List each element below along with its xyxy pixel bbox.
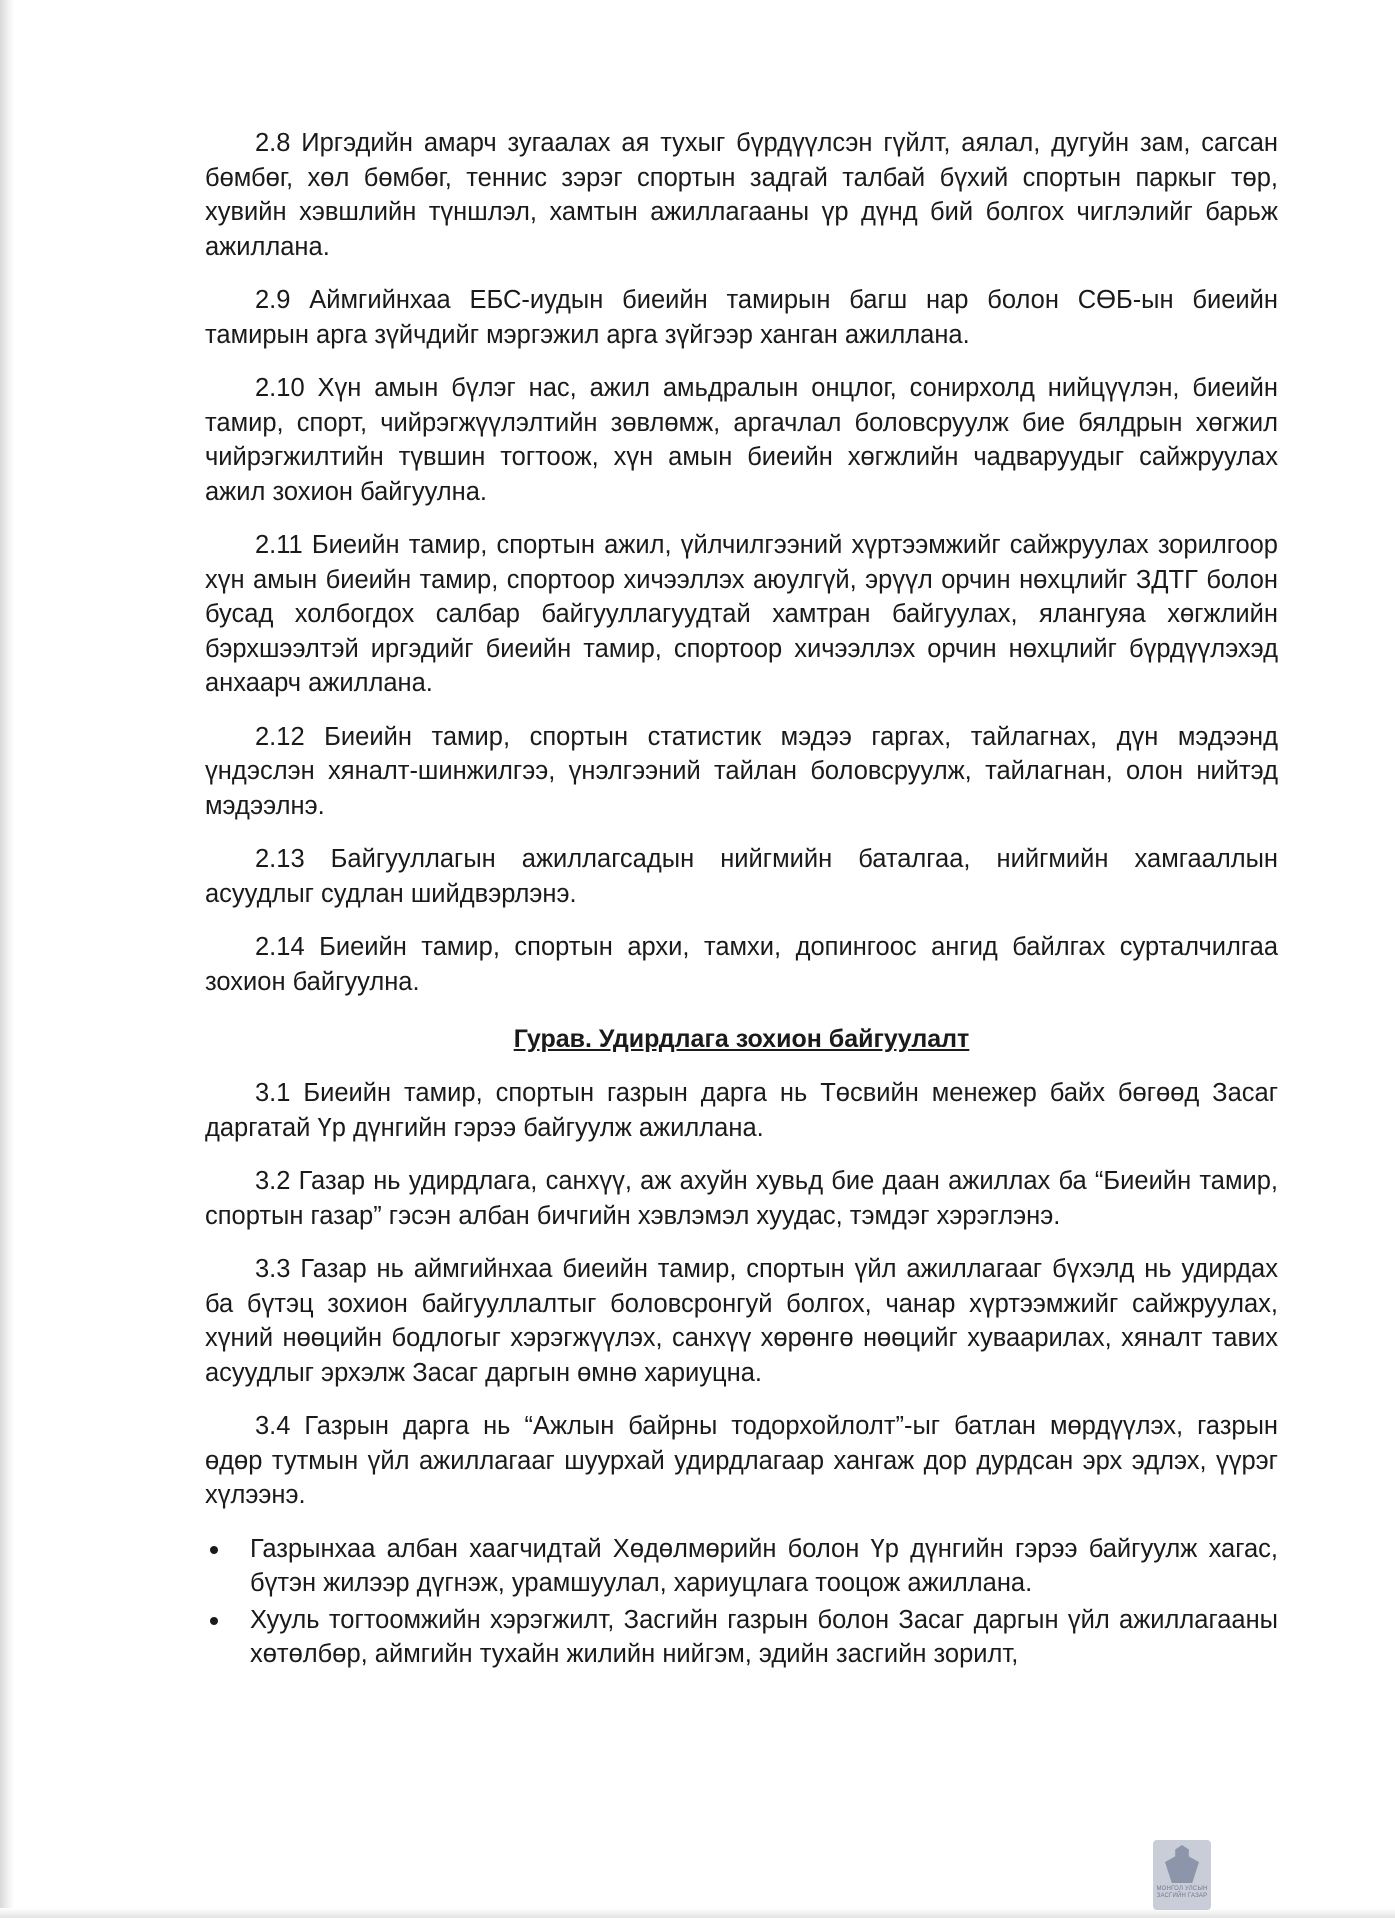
seal-text: [1156, 1886, 1207, 1900]
paragraph-3-2: 3.2 Газар нь удирдлага, санхүү, аж ахуйн хувьд бие даан ажиллах ба “Биеийн тамир, спортын газар” гэсэн албан бичгийн хэвлэмэл хуудас, тэмдэг хэрэглэнэ.: [205, 1167, 1278, 1230]
paragraph-3-1: 3.1 Биеийн тамир, спортын газрын дарга нь Төсвийн менежер байх бөгөөд Засаг даргатай Үр дүнгийн гэрээ байгуулж ажиллана.: [205, 1079, 1278, 1142]
scan-edge-left: [0, 0, 14, 1918]
soyombo-emblem-icon: [1165, 1845, 1199, 1883]
paragraph-2-11: 2.11 Биеийн тамир, спортын ажил, үйлчилгээний хүртээмжийг сайжруулах зорилгоор хүн амын биеийн тамир, спортоор хичээллэх аюулгүй, эрүүл орчин нөхцлийг ЗДТГ болон бусад холбогдох салбар байгууллагуудтай хамтран байгуулах, ялангуяа хөгжлийн бэрхшээлтэй иргэдийг биеийн тамир, спортоор хичээллэх орчин нөхцлийг бүрдүүлэхэд анхаарч ажиллана.: [205, 531, 1278, 697]
list-item: [205, 1603, 1278, 1672]
section-3-heading: Гурав. Удирдлага зохион байгуулалт: [513, 1025, 970, 1053]
paragraph-3-4: 3.4 Газрын дарга нь “Ажлын байрны тодорхойлолт”-ыг батлан мөрдүүлэх, газрын өдөр тутмын үйл ажиллагааг шуурхай удирдлагаар хангаж дор дурдсан эрх эдлэх, үүрэг хүлээнэ.: [205, 1412, 1278, 1509]
list-item: [205, 1532, 1278, 1601]
list-item-text: Хууль тогтоомжийн хэрэгжилт, Засгийн газрын болон Засаг даргын үйл ажиллагааны хөтөлбөр, аймгийн тухайн жилийн нийгэм, эдийн засгийн зорилт,: [250, 1605, 1278, 1668]
seal-text-line1: МОНГОЛ УЛСЫН: [1156, 1886, 1208, 1892]
paragraph-2-8: 2.8 Иргэдийн амарч зугаалах ая тухыг бүрдүүлсэн гүйлт, аялал, дугуйн зам, сагсан бөмбөг, хөл бөмбөг, теннис зэрэг спортын задгай талбай бүхий спортын паркыг төр, хувийн хэвшлийн түншлэл, хамтын ажиллагааны үр дүнд бий болгох чиглэлийг барьж ажиллана.: [205, 129, 1278, 261]
paragraph-2-14: 2.14 Биеийн тамир, спортын архи, тамхи, допингоос ангид байлгах сурталчилгаа зохион байгуулна.: [205, 933, 1278, 996]
paragraph-2-10: 2.10 Хүн амын бүлэг нас, ажил амьдралын онцлог, сонирхолд нийцүүлэн, биеийн тамир, спорт, чийрэгжүүлэлтийн зөвлөмж, аргачлал боловсруулж бие бялдрын хөгжил чийрэгжилтийн түвшин тогтоож, хүн амын биеийн хөгжлийн чадваруудыг сайжруулах ажил зохион байгуулна.: [205, 374, 1278, 506]
seal-text-line2: ЗАСГИЙН ГАЗАР: [1156, 1893, 1208, 1899]
bullet-icon: [210, 1546, 218, 1554]
list-item-text: Газрынхаа албан хаагчидтай Хөдөлмөрийн болон Үр дүнгийн гэрээ байгуулж хагас, бүтэн жилээр дүгнэж, урамшуулал, хариуцлага тооцож ажиллана.: [250, 1534, 1278, 1597]
paragraph-3-3: 3.3 Газар нь аймгийнхаа биеийн тамир, спортын үйл ажиллагааг бүхэлд нь удирдах ба бүтэц зохион байгууллалтыг боловсронгуй болгох, чанар хүртээмжийг сайжруулах, хүний нөөцийн бодлогыг хэрэгжүүлэх, санхүү хөрөнгө нөөцийг хуваарилах, хяналт тавих асуудлыг эрхэлж Засаг даргын өмнө хариуцна.: [205, 1255, 1278, 1387]
document-page: [205, 126, 1278, 1674]
paragraph-2-13: 2.13 Байгууллагын ажиллагсадын нийгмийн баталгаа, нийгмийн хамгааллын асуудлыг судлан шийдвэрлэнэ.: [205, 845, 1278, 908]
bullet-icon: [210, 1617, 218, 1625]
duties-list: [205, 1532, 1278, 1672]
paragraph-2-9: 2.9 Аймгийнхаа ЕБС-иудын биеийн тамирын багш нар болон СӨБ-ын биеийн тамирын арга зүйчдийг мэргэжил арга зүйгээр ханган ажиллана.: [205, 286, 1278, 349]
government-seal-logo: [1153, 1840, 1211, 1910]
paragraph-2-12: 2.12 Биеийн тамир, спортын статистик мэдээ гаргах, тайлагнах, дүн мэдээнд үндэслэн хяналт-шинжилгээ, үнэлгээний тайлан боловсруулж, тайлагнан, олон нийтэд мэдээлнэ.: [205, 722, 1278, 820]
